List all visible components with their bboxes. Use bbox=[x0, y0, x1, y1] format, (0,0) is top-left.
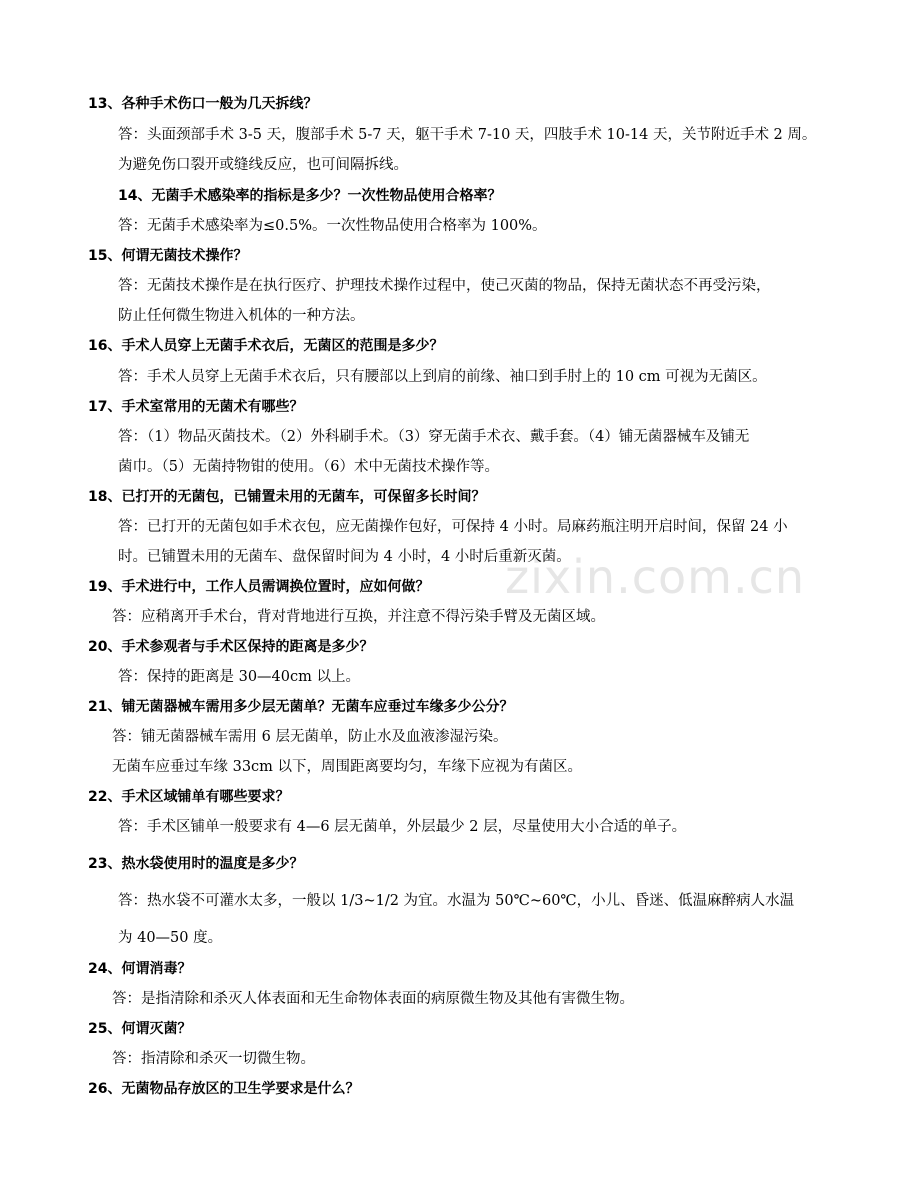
question-21: 21、铺无菌器械车需用多少层无菌单？无菌车应垂过车缘多少公分？ bbox=[88, 699, 514, 715]
answer-23-line-1: 答：热水袋不可灌水太多，一般以 1/3~1/2 为宜。水温为 50℃~60℃，小儿、昏迷、低温麻醉病人水温 bbox=[118, 893, 795, 909]
question-25: 25、何谓灭菌？ bbox=[88, 1021, 192, 1037]
answer-21-line-2: 无菌车应垂过车缘 33cm 以下，周围距离要均匀，车缘下应视为有菌区。 bbox=[112, 759, 583, 775]
answer-15-line-1: 答：无菌技术操作是在执行医疗、护理技术操作过程中，使己灭菌的物品，保持无菌状态不再受污染， bbox=[118, 278, 771, 294]
question-22: 22、手术区域铺单有哪些要求？ bbox=[88, 789, 290, 805]
answer-16: 答：手术人员穿上无菌手术衣后，只有腰部以上到肩的前缘、袖口到手肘上的 10 cm 可视为无菌区。 bbox=[118, 369, 767, 385]
answer-19: 答：应稍离开手术台，背对背地进行互换，并注意不得污染手臂及无菌区域。 bbox=[112, 609, 605, 625]
answer-23-line-2: 为 40—50 度。 bbox=[118, 930, 223, 946]
answer-25: 答：指清除和杀灭一切微生物。 bbox=[112, 1051, 315, 1067]
answer-13-line-1: 答：头面颈部手术 3-5 天，腹部手术 5-7 天，躯干手术 7-10 天，四肢手术 10-14 天，关节附近手术 2 周。 bbox=[118, 127, 817, 143]
watermark: zixin.com.cn bbox=[505, 550, 806, 604]
question-16: 16、手术人员穿上无菌手术衣后，无菌区的范围是多少？ bbox=[88, 338, 444, 354]
answer-13-line-2: 为避免伤口裂开或缝线反应，也可间隔拆线。 bbox=[118, 157, 408, 173]
answer-14: 答：无菌手术感染率为≤0.5%。一次性物品使用合格率为 100%。 bbox=[118, 218, 547, 234]
answer-18-line-1: 答：已打开的无菌包如手术衣包，应无菌操作包好，可保持 4 小时。局麻药瓶注明开启时间，保留 24 小 bbox=[118, 519, 788, 535]
answer-21-line-1: 答：铺无菌器械车需用 6 层无菌单，防止水及血液渗湿污染。 bbox=[112, 729, 508, 745]
question-18: 18、已打开的无菌包，已铺置未用的无菌车，可保留多长时间？ bbox=[88, 489, 486, 505]
question-14: 14、无菌手术感染率的指标是多少？一次性物品使用合格率？ bbox=[118, 188, 502, 204]
answer-20: 答：保持的距离是 30—40cm 以上。 bbox=[118, 669, 360, 685]
question-20: 20、手术参观者与手术区保持的距离是多少？ bbox=[88, 639, 374, 655]
question-24: 24、何谓消毒？ bbox=[88, 961, 192, 977]
question-15: 15、何谓无菌技术操作？ bbox=[88, 248, 248, 264]
question-17: 17、手术室常用的无菌术有哪些？ bbox=[88, 399, 304, 415]
question-23: 23、热水袋使用时的温度是多少？ bbox=[88, 856, 304, 872]
question-19: 19、手术进行中，工作人员需调换位置时，应如何做？ bbox=[88, 579, 430, 595]
question-26: 26、无菌物品存放区的卫生学要求是什么？ bbox=[88, 1081, 360, 1097]
answer-22: 答：手术区铺单一般要求有 4—6 层无菌单，外层最少 2 层，尽量使用大小合适的单子。 bbox=[118, 819, 687, 835]
answer-15-line-2: 防止任何微生物进入机体的一种方法。 bbox=[118, 308, 365, 324]
answer-18-line-2: 时。已铺置未用的无菌车、盘保留时间为 4 小时，4 小时后重新灭菌。 bbox=[118, 549, 571, 565]
answer-17-line-2: 菌巾。（5）无菌持物钳的使用。（6）术中无菌技术操作等。 bbox=[118, 459, 499, 475]
answer-17-line-1: 答：（1）物品灭菌技术。（2）外科刷手术。（3）穿无菌手术衣、戴手套。（4）铺无菌器械车及铺无 bbox=[118, 429, 750, 445]
answer-24: 答：是指清除和杀灭人体表面和无生命物体表面的病原微生物及其他有害微生物。 bbox=[112, 991, 634, 1007]
question-13: 13、各种手术伤口一般为几天拆线？ bbox=[88, 96, 318, 112]
